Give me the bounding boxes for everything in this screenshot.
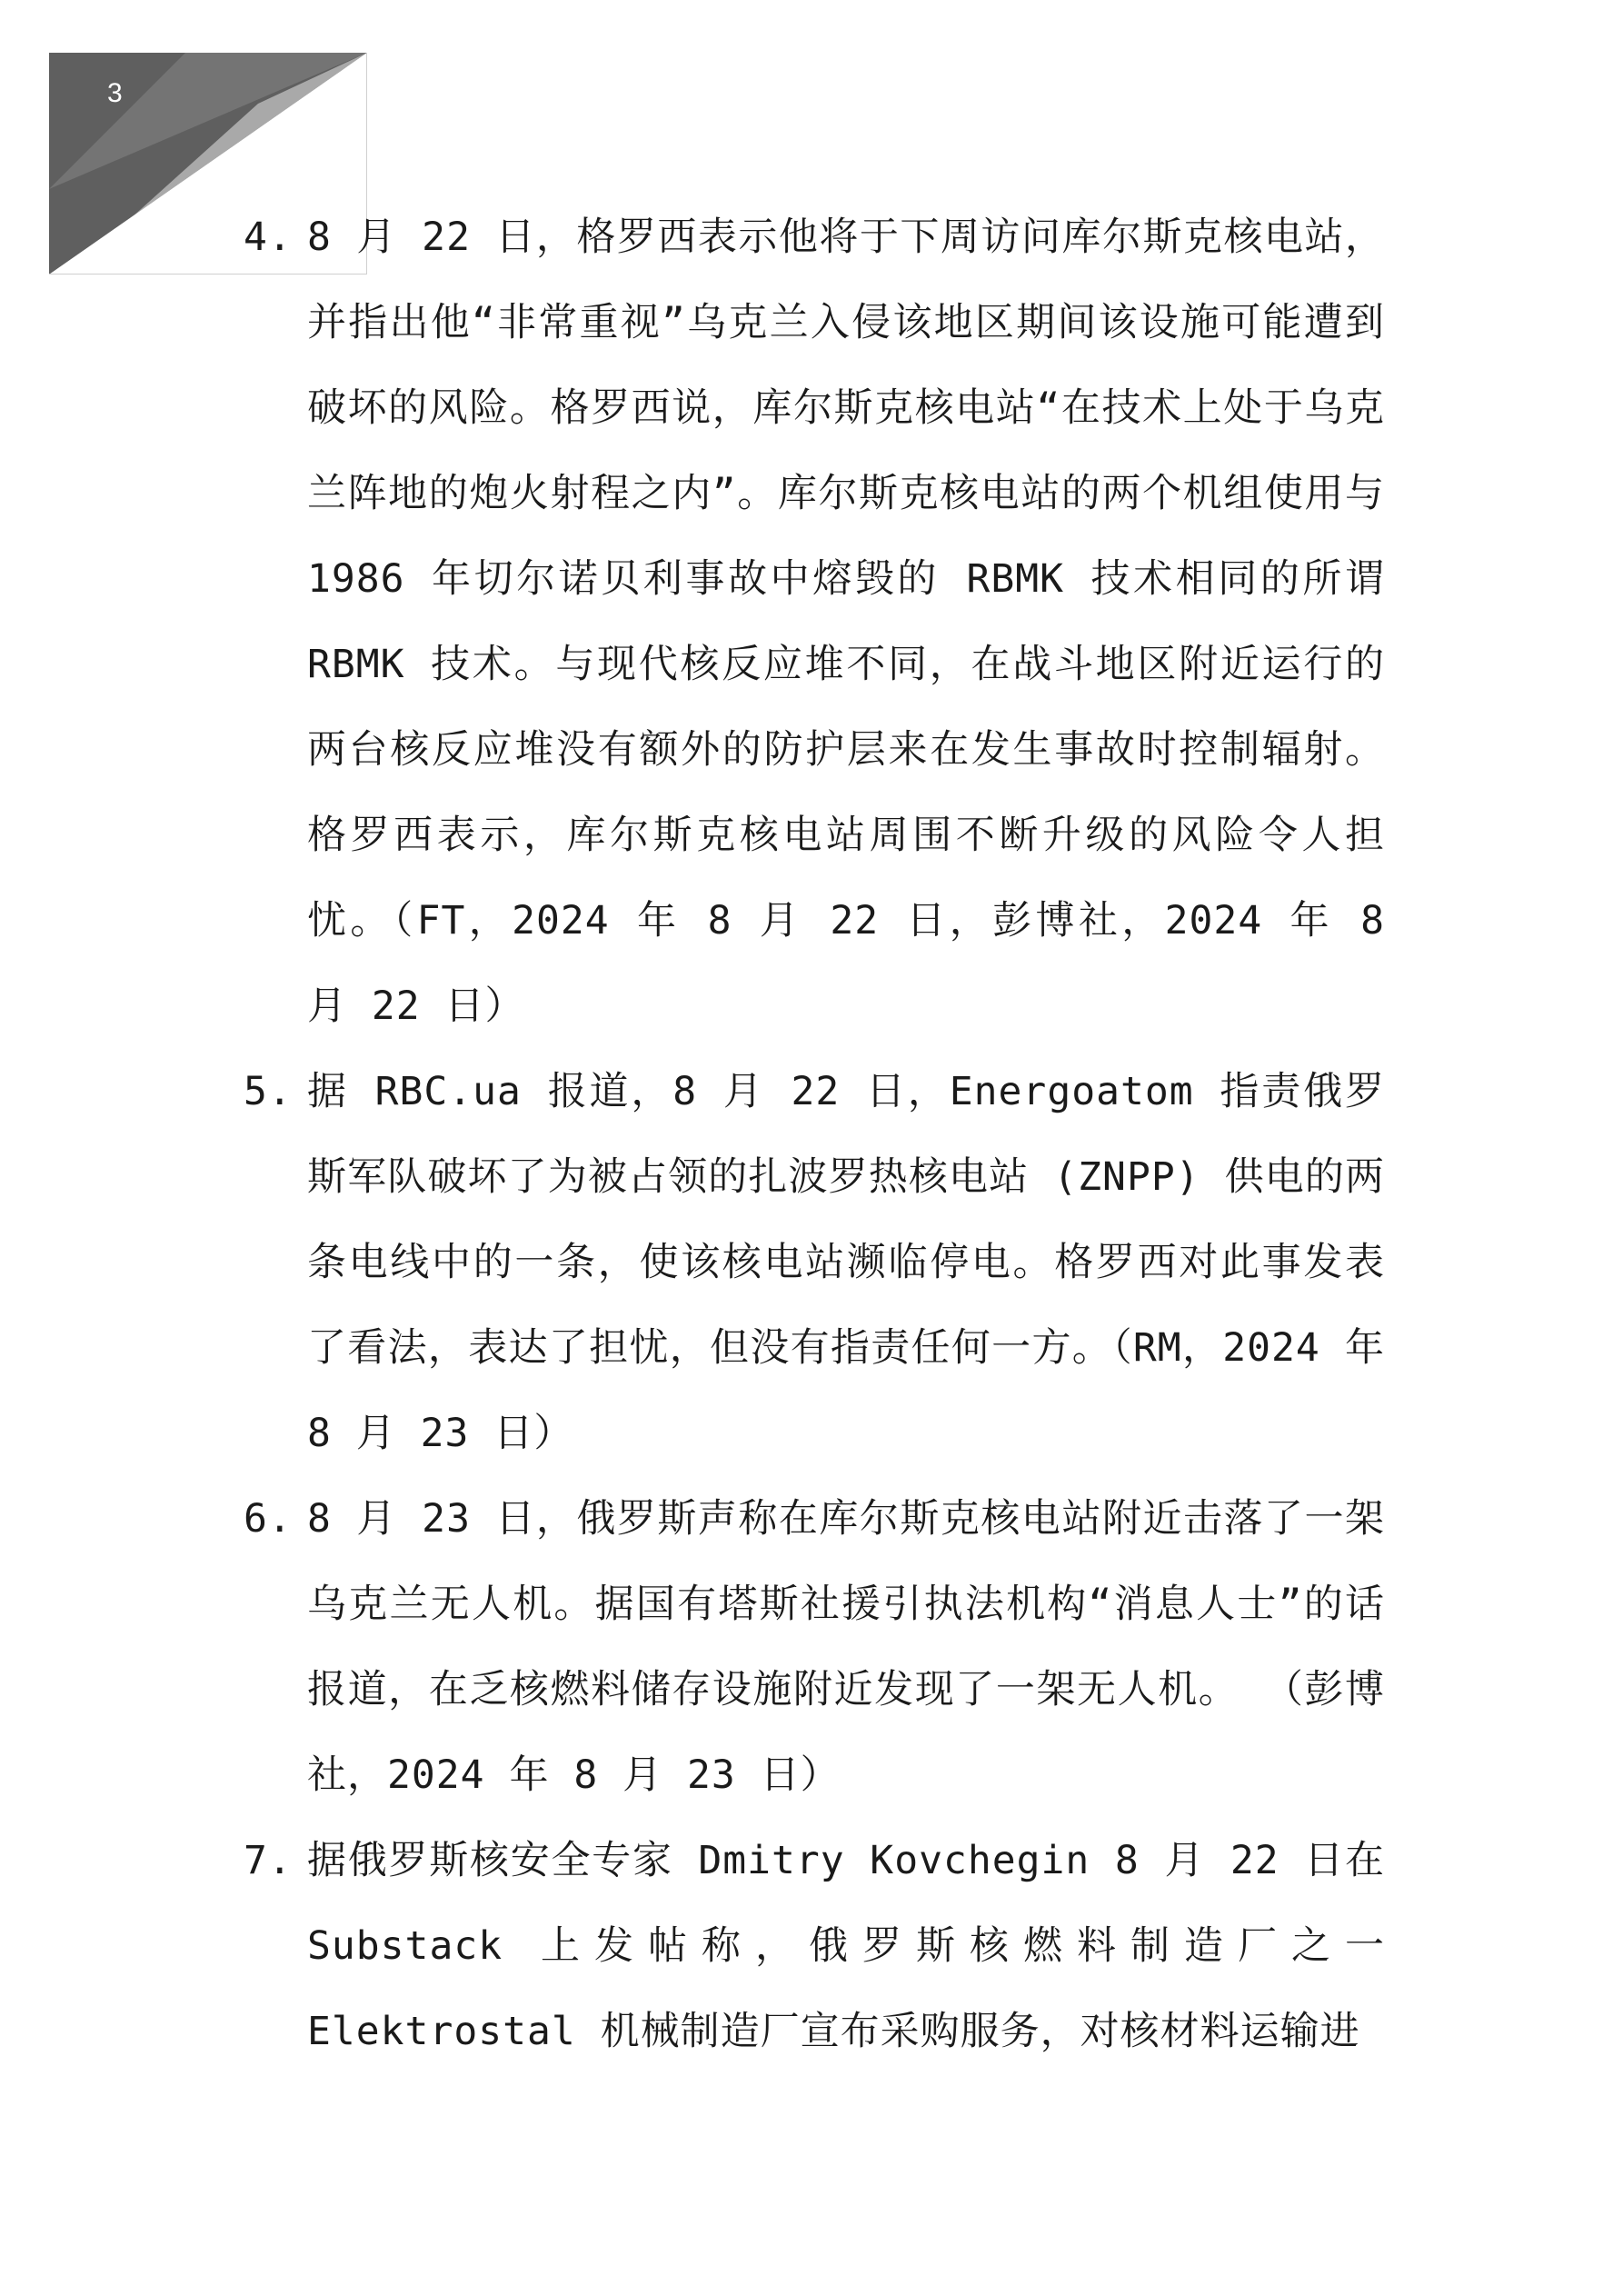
list-item-text: 8 月 22 日，格罗西表示他将于下周访问库尔斯克核电站，并指出他“非常重视”乌克兰入侵该地区期间该设施可能遭到破坏的风险。格罗西说，库尔斯克核电站“在技术上处于乌克兰阵地的炮火射程之内”。库尔斯克核电站的两个机组使用与 1986 年切尔诺贝利事故中熔毁的 RBMK 技术相同的所谓 RBMK 技术。与现代核反应堆不同，在战斗地区附近运行的两台核反应堆没有额外的防护层来在发生事故时控制辐射。格罗西表示，库尔斯克核电站周围不断升级的风险令人担忧。（FT，2024 年 8 月 22 日，彭博社，2024 年 8 月 22 日） bbox=[307, 215, 1385, 1029]
list-item-text: 据 RBC.ua 报道，8 月 22 日，Energoatom 指责俄罗斯军队破坏了为被占领的扎波罗热核电站 (ZNPP) 供电的两条电线中的一条，使该核电站濒临停电。格罗西对此事发表了看法，表达了担忧，但没有指责任何一方。（RM，2024 年 8 月 23 日） bbox=[307, 1069, 1385, 1456]
list-item bbox=[244, 195, 1385, 1049]
list-item-number: 6. bbox=[244, 1496, 293, 1542]
list-item-number: 5. bbox=[244, 1069, 293, 1114]
list-item bbox=[244, 1476, 1385, 1818]
document-body bbox=[244, 195, 1385, 2074]
page-number: 3 bbox=[107, 78, 123, 108]
list-item bbox=[244, 1818, 1385, 2074]
list-item-number: 4. bbox=[244, 215, 293, 260]
list-item-text: 据俄罗斯核安全专家 Dmitry Kovchegin 8 月 22 日在 Substack 上发帖称，俄罗斯核燃料制造厂之一 Elektrostal 机械制造厂宣布采购服务，对核材料运输进 bbox=[307, 1838, 1385, 2054]
list-item-text: 8 月 23 日，俄罗斯声称在库尔斯克核电站附近击落了一架乌克兰无人机。据国有塔斯社援引执法机构“消息人士”的话报道，在乏核燃料储存设施附近发现了一架无人机。 （彭博社，2024 年 8 月 23 日） bbox=[307, 1496, 1385, 1798]
list-item-number: 7. bbox=[244, 1838, 293, 1883]
list-item bbox=[244, 1049, 1385, 1476]
